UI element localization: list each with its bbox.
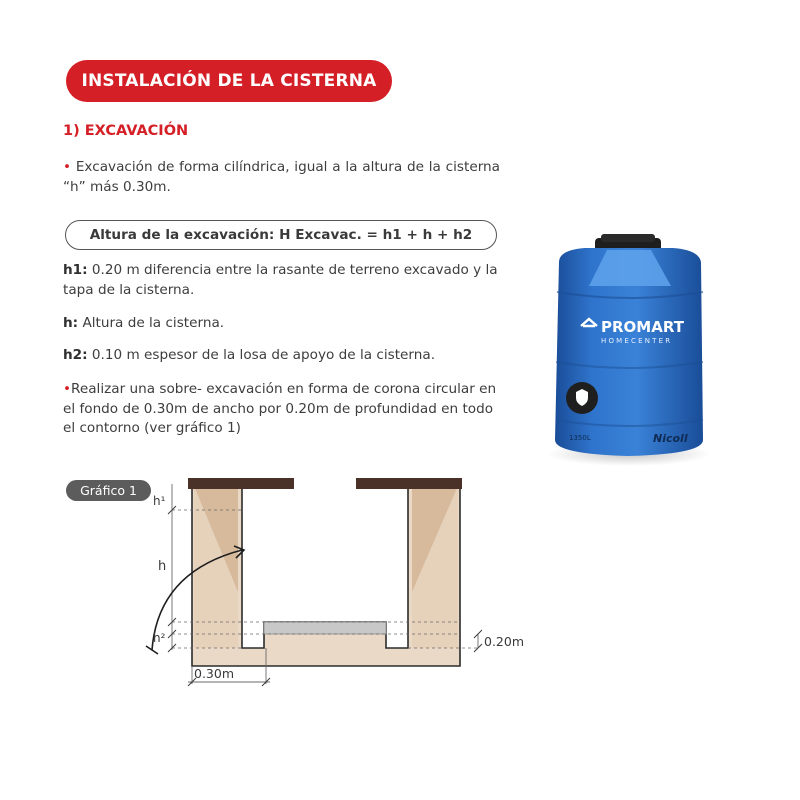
definition-text: Altura de la cisterna. (78, 315, 225, 331)
definition-h (63, 314, 500, 334)
definition-h2 (63, 346, 500, 366)
excavation-diagram (130, 472, 540, 694)
section-title: 1) EXCAVACIÓN (63, 123, 189, 139)
definition-term: h2: (63, 347, 88, 363)
tank-capacity: 1350L (569, 434, 591, 442)
label-depth: 0.20m (484, 634, 525, 649)
bullet-text-2: Realizar una sobre- excavación en forma de corona circular en el fondo de 0.30m de ancho por 0.20m de profundidad en todo el contorno (ver gráfico 1) (63, 381, 497, 436)
definition-term: h: (63, 315, 79, 331)
page-title-text: INSTALACIÓN DE LA CISTERNA (81, 71, 377, 91)
tank-maker: Nicoll (653, 432, 688, 445)
definition-h1 (63, 261, 500, 300)
ground-surface-right (356, 478, 462, 489)
chart-label-text: Gráfico 1 (80, 483, 137, 498)
tank-sub-brand: HOMECENTER (601, 337, 673, 345)
label-h: h (158, 559, 167, 574)
bullet-paragraph-2 (63, 380, 500, 439)
water-tank-illustration (545, 232, 715, 470)
definition-text: 0.10 m espesor de la losa de apoyo de la cisterna. (87, 347, 436, 363)
tank-cap-top (601, 234, 655, 242)
formula-text: Altura de la excavación: H Excavac. = h1 + h + h2 (89, 227, 473, 243)
definition-term: h1: (63, 262, 88, 278)
bullet-text-1: Excavación de forma cilíndrica, igual a la altura de la cisterna “h” más 0.30m. (63, 159, 500, 195)
ground-surface-left (188, 478, 294, 489)
page-title (66, 60, 392, 102)
bullet-marker: • (63, 381, 72, 397)
bullet-marker: • (63, 159, 72, 175)
definition-text: 0.20 m diferencia entre la rasante de terreno excavado y la tapa de la cisterna. (63, 262, 498, 298)
label-h1: h¹ (153, 494, 166, 508)
formula-box (65, 220, 497, 250)
support-slab (264, 622, 386, 634)
tank-brand: PROMART (601, 318, 684, 336)
bullet-paragraph-1 (63, 158, 500, 197)
label-width: 0.30m (194, 666, 235, 681)
label-h2: h² (153, 631, 166, 645)
